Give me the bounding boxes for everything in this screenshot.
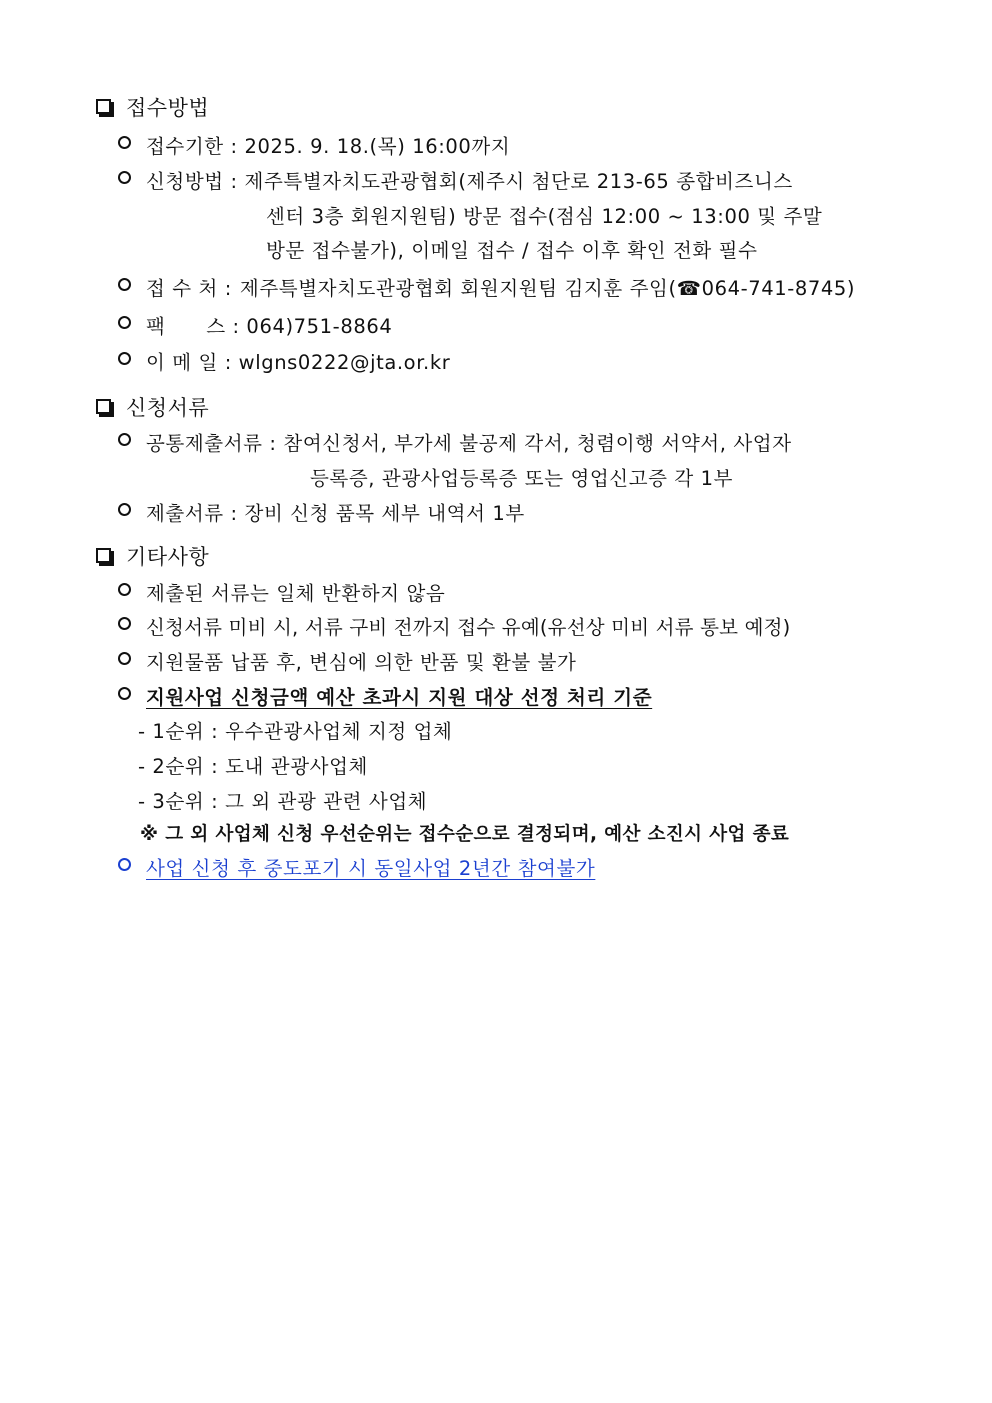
place-value: [240, 273, 855, 301]
circle-bullet-icon: [118, 583, 131, 596]
priority-note: ※ 그 외 사업체 신청 우선순위는 접수순으로 결정되며, 예산 소진시 사업 종료: [140, 824, 790, 845]
place-value-pre: 제주특별자치도관광협회 회원지원팀 김지훈 주임(: [239, 277, 677, 300]
list-item-common-docs: [118, 428, 896, 456]
list-item-apply-method: [118, 166, 896, 194]
circle-bullet-icon: [118, 687, 131, 700]
circle-bullet-icon: [118, 433, 131, 446]
list-item-submit-docs: [118, 498, 896, 526]
circle-bullet-icon: [118, 352, 131, 365]
rank-2: - 2순위 : 도내 관광사업체: [138, 755, 368, 778]
common-docs-line2: 등록증, 관광사업등록증 또는 영업신고증 각 1부: [310, 467, 734, 490]
rank-3: - 3순위 : 그 외 관광 관련 사업체: [138, 790, 428, 813]
etc-item-4: 지원사업 신청금액 예산 초과시 지원 대상 선정 처리 기준: [146, 686, 653, 709]
list-item-etc-2: [118, 612, 896, 640]
section-title: 신청서류: [126, 396, 210, 420]
list-item-place: [118, 273, 896, 301]
circle-bullet-icon: [118, 617, 131, 630]
apply-method-line3: 방문 접수불가), 이메일 접수 / 접수 이후 확인 전화 필수: [266, 239, 758, 262]
submit-docs-text: 제출서류 : 장비 신청 품목 세부 내역서 1부: [146, 502, 525, 525]
place-label: 접 수 처 :: [146, 277, 232, 300]
deadline-text: 접수기한 : 2025. 9. 18.(목) 16:00까지: [146, 135, 511, 158]
circle-bullet-icon: [118, 858, 131, 871]
list-item-deadline: [118, 131, 896, 159]
list-item-etc-5: [118, 853, 896, 881]
place-value-post: 064-741-8745): [701, 277, 856, 300]
rank-1: - 1순위 : 우수관광사업체 지정 업체: [138, 720, 453, 743]
list-item-email: [118, 347, 896, 375]
section-heading-method: [96, 92, 209, 122]
circle-bullet-icon: [118, 136, 131, 149]
email-text: 이 메 일 : wlgns0222@jta.or.kr: [146, 351, 451, 374]
fax-text: 팩 스 : 064)751-8864: [146, 315, 393, 338]
section-heading-etc: [96, 541, 209, 571]
etc-item-3: 지원물품 납품 후, 변심에 의한 반품 및 환불 불가: [146, 651, 577, 674]
list-item-fax: [118, 311, 896, 339]
etc-item-2: 신청서류 미비 시, 서류 구비 전까지 접수 유예(유선상 미비 서류 통보 예정): [146, 616, 791, 639]
circle-bullet-icon: [118, 652, 131, 665]
section-title: 접수방법: [126, 96, 210, 120]
square-bullet-icon: [96, 399, 111, 414]
circle-bullet-icon: [118, 316, 131, 329]
circle-bullet-icon: [118, 503, 131, 516]
section-title: 기타사항: [126, 545, 210, 569]
apply-method-line1: 신청방법 : 제주특별자치도관광협회(제주시 첨단로 213-65 종합비즈니스: [146, 170, 793, 193]
phone-icon: ☎: [676, 277, 702, 300]
circle-bullet-icon: [118, 278, 131, 291]
square-bullet-icon: [96, 99, 111, 114]
apply-method-line2: 센터 3층 회원지원팀) 방문 접수(점심 12:00 ~ 13:00 및 주말: [266, 205, 823, 228]
section-heading-docs: [96, 392, 209, 422]
list-item-etc-1: [118, 578, 896, 606]
common-docs-line1: 공통제출서류 : 참여신청서, 부가세 불공제 각서, 청렴이행 서약서, 사업자: [146, 432, 792, 455]
list-item-etc-4: [118, 682, 896, 710]
list-item-etc-3: [118, 647, 896, 675]
circle-bullet-icon: [118, 171, 131, 184]
etc-item-1: 제출된 서류는 일체 반환하지 않음: [146, 582, 446, 605]
etc-item-5: 사업 신청 후 중도포기 시 동일사업 2년간 참여불가: [146, 857, 596, 880]
square-bullet-icon: [96, 548, 111, 563]
